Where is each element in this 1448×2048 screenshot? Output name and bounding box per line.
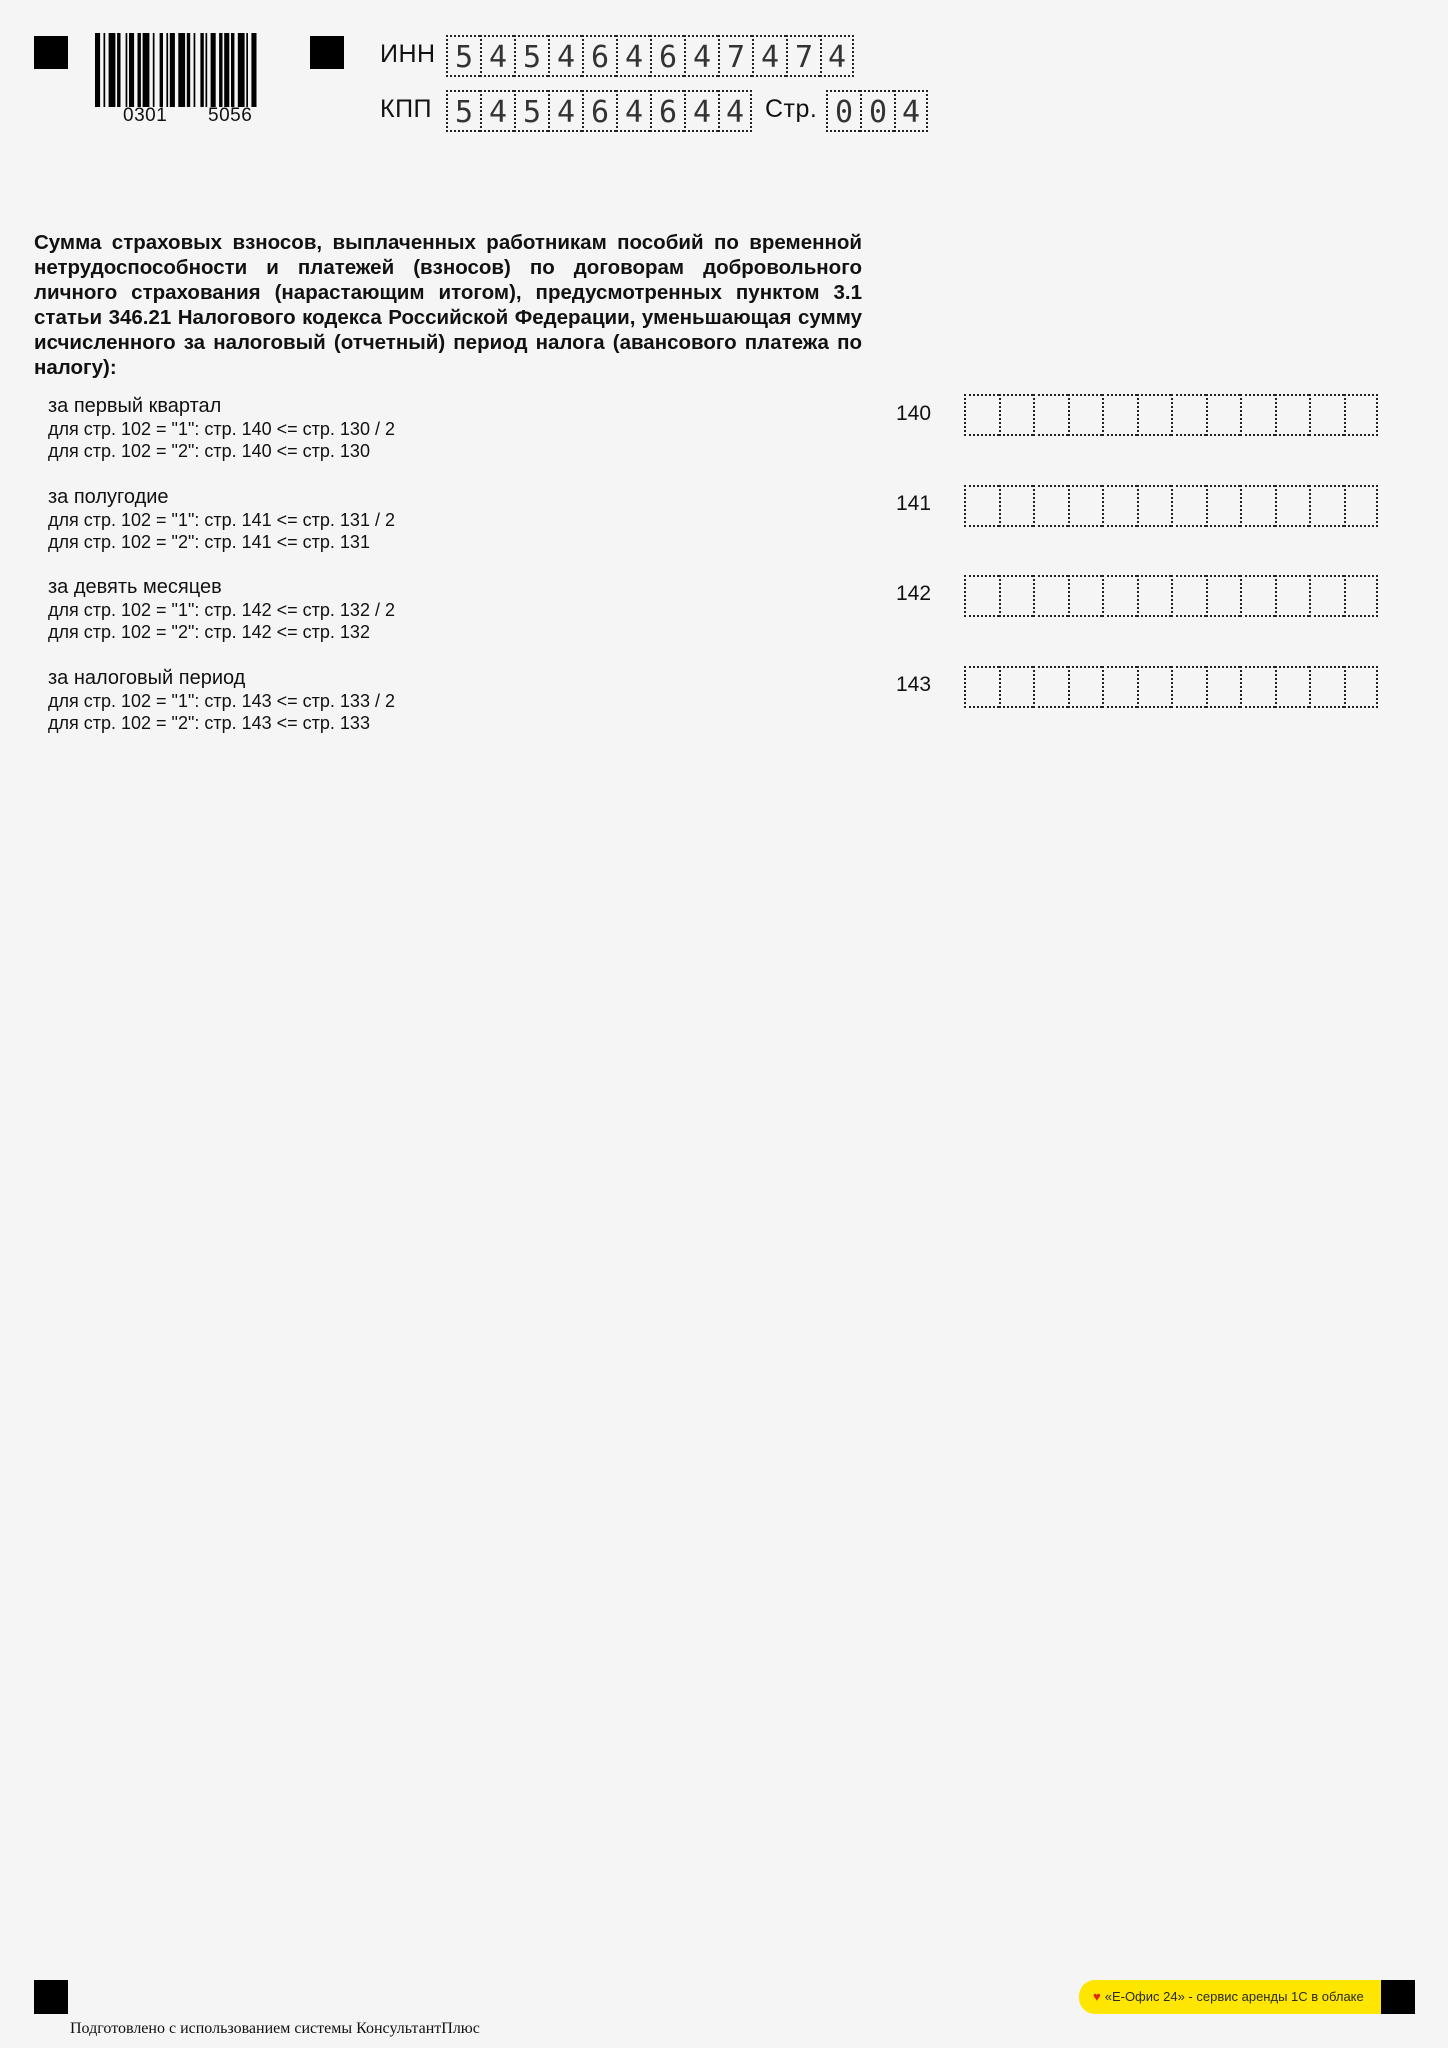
- barcode-bar: [138, 33, 141, 107]
- digit-cell: 5: [514, 35, 548, 77]
- row-condition: для стр. 102 = "2": стр. 141 <= стр. 131: [48, 532, 370, 552]
- barcode-bar: [206, 33, 208, 107]
- empty-digit-cell: [1275, 394, 1310, 436]
- page-label: Стр.: [765, 95, 818, 123]
- empty-digit-cell: [1137, 485, 1172, 527]
- amount-field-140[interactable]: [964, 394, 1378, 436]
- promo-text: «Е-Офис 24» - сервис аренды 1С в облаке: [1104, 1989, 1364, 2004]
- row-title: за полугодие: [48, 486, 169, 508]
- empty-digit-cell: [1309, 575, 1344, 617]
- barcode-bar: [246, 33, 248, 107]
- kpp-label: КПП: [380, 95, 433, 123]
- row-condition: для стр. 102 = "1": стр. 142 <= стр. 132 / 2: [48, 600, 395, 620]
- empty-digit-cell: [1240, 666, 1275, 708]
- barcode-bar: [126, 33, 128, 107]
- row-condition: для стр. 102 = "2": стр. 142 <= стр. 132: [48, 622, 370, 642]
- empty-digit-cell: [1068, 575, 1103, 617]
- digit-cell: 4: [616, 90, 650, 132]
- empty-digit-cell: [1309, 394, 1344, 436]
- barcode-bar: [200, 33, 203, 107]
- digit-cell: 7: [718, 35, 752, 77]
- barcode-bar: [238, 33, 245, 107]
- prepared-by-text: Подготовлено с использованием системы КонсультантПлюс: [70, 2020, 480, 2037]
- barcode: [95, 33, 285, 107]
- barcode-bar: [231, 33, 234, 107]
- barcode-bar: [170, 33, 175, 107]
- corner-marker-top-right: [310, 36, 344, 69]
- empty-digit-cell: [1137, 394, 1172, 436]
- corner-marker-bottom-right: [1381, 1980, 1415, 2014]
- empty-digit-cell: [1309, 485, 1344, 527]
- digit-cell: 5: [446, 35, 480, 77]
- barcode-bar: [251, 33, 256, 107]
- empty-digit-cell: [1068, 666, 1103, 708]
- digit-cell: 0: [826, 90, 860, 132]
- digit-cell: 4: [820, 35, 854, 77]
- empty-digit-cell: [1206, 485, 1241, 527]
- digit-cell: 7: [786, 35, 820, 77]
- digit-cell: 4: [480, 35, 514, 77]
- line-code-142: 142: [896, 582, 932, 605]
- row-condition: для стр. 102 = "1": стр. 141 <= стр. 131 / 2: [48, 510, 395, 530]
- empty-digit-cell: [1033, 666, 1068, 708]
- digit-cell: 4: [548, 90, 582, 132]
- digit-cell: 0: [860, 90, 894, 132]
- barcode-bar: [129, 33, 134, 107]
- barcode-number-left: 0301: [123, 105, 168, 126]
- empty-digit-cell: [999, 575, 1034, 617]
- amount-field-142[interactable]: [964, 575, 1378, 617]
- amount-field-141[interactable]: [964, 485, 1378, 527]
- empty-digit-cell: [1240, 394, 1275, 436]
- empty-digit-cell: [1344, 394, 1379, 436]
- empty-digit-cell: [1137, 575, 1172, 617]
- empty-digit-cell: [1033, 485, 1068, 527]
- barcode-bar: [95, 33, 100, 107]
- digit-cell: 4: [480, 90, 514, 132]
- empty-digit-cell: [1240, 485, 1275, 527]
- barcode-bar: [104, 33, 106, 107]
- empty-digit-cell: [1033, 575, 1068, 617]
- row-title: за девять месяцев: [48, 576, 222, 598]
- barcode-bar: [178, 33, 185, 107]
- barcode-bar: [224, 33, 229, 107]
- digit-cell: 4: [684, 90, 718, 132]
- row-first-quarter: [48, 394, 868, 462]
- barcode-bar: [160, 33, 163, 107]
- empty-digit-cell: [1344, 575, 1379, 617]
- row-title: за налоговый период: [48, 667, 246, 689]
- corner-marker-top-left: [34, 36, 68, 69]
- line-code-143: 143: [896, 673, 932, 696]
- row-tax-period: [48, 666, 868, 734]
- row-condition: для стр. 102 = "2": стр. 143 <= стр. 133: [48, 713, 370, 733]
- empty-digit-cell: [1171, 575, 1206, 617]
- empty-digit-cell: [964, 394, 999, 436]
- empty-digit-cell: [964, 485, 999, 527]
- digit-cell: 5: [446, 90, 480, 132]
- amount-field-143[interactable]: [964, 666, 1378, 708]
- empty-digit-cell: [999, 485, 1034, 527]
- barcode-bar: [194, 33, 196, 107]
- row-title: за первый квартал: [48, 395, 222, 417]
- digit-cell: 4: [894, 90, 928, 132]
- empty-digit-cell: [1102, 575, 1137, 617]
- empty-digit-cell: [1275, 575, 1310, 617]
- empty-digit-cell: [1033, 394, 1068, 436]
- row-nine-months: [48, 575, 868, 643]
- inn-label: ИНН: [380, 40, 436, 68]
- digit-cell: 4: [752, 35, 786, 77]
- barcode-bar: [109, 33, 116, 107]
- row-condition: для стр. 102 = "1": стр. 140 <= стр. 130 / 2: [48, 419, 395, 439]
- page-number-field[interactable]: [826, 90, 928, 132]
- heart-icon: ♥: [1093, 1989, 1101, 2004]
- barcode-bar: [219, 33, 222, 107]
- barcode-bar: [211, 33, 216, 107]
- digit-cell: 6: [582, 90, 616, 132]
- empty-digit-cell: [1171, 666, 1206, 708]
- empty-digit-cell: [1275, 666, 1310, 708]
- empty-digit-cell: [1206, 394, 1241, 436]
- empty-digit-cell: [1102, 666, 1137, 708]
- barcode-bar: [166, 33, 168, 107]
- line-code-141: 141: [896, 492, 932, 515]
- promo-banner[interactable]: [1079, 1980, 1381, 2014]
- barcode-bar: [153, 33, 155, 107]
- empty-digit-cell: [964, 666, 999, 708]
- inn-field[interactable]: [446, 35, 854, 77]
- barcode-bar: [187, 33, 190, 107]
- digit-cell: 4: [548, 35, 582, 77]
- digit-cell: 5: [514, 90, 548, 132]
- empty-digit-cell: [999, 394, 1034, 436]
- empty-digit-cell: [1102, 394, 1137, 436]
- empty-digit-cell: [964, 575, 999, 617]
- corner-marker-bottom-left: [34, 1980, 68, 2014]
- row-half-year: [48, 485, 868, 553]
- empty-digit-cell: [1137, 666, 1172, 708]
- empty-digit-cell: [1206, 666, 1241, 708]
- digit-cell: 4: [718, 90, 752, 132]
- empty-digit-cell: [1344, 666, 1379, 708]
- empty-digit-cell: [1206, 575, 1241, 617]
- barcode-bar: [117, 33, 120, 107]
- row-condition: для стр. 102 = "1": стр. 143 <= стр. 133 / 2: [48, 691, 395, 711]
- empty-digit-cell: [1171, 485, 1206, 527]
- barcode-bar: [143, 33, 150, 107]
- digit-cell: 6: [650, 90, 684, 132]
- empty-digit-cell: [1068, 485, 1103, 527]
- empty-digit-cell: [1171, 394, 1206, 436]
- empty-digit-cell: [1309, 666, 1344, 708]
- section-heading: Сумма страховых взносов, выплаченных работникам пособий по временной нетрудоспособности и платежей (взносов) по договорам добровольного личного страхования (нарастающим итогом), предусмотренных пунктом 3.1 статьи 346.21 Налогового кодекса Российской Федерации, уменьшающая сумму исчисленного за налоговый (отчетный) период налога (авансового платежа по налогу):: [34, 231, 862, 379]
- line-code-140: 140: [896, 402, 932, 425]
- kpp-field[interactable]: [446, 90, 752, 132]
- digit-cell: 6: [582, 35, 616, 77]
- digit-cell: 6: [650, 35, 684, 77]
- empty-digit-cell: [1068, 394, 1103, 436]
- empty-digit-cell: [1275, 485, 1310, 527]
- empty-digit-cell: [999, 666, 1034, 708]
- barcode-number-right: 5056: [208, 105, 253, 126]
- row-condition: для стр. 102 = "2": стр. 140 <= стр. 130: [48, 441, 370, 461]
- digit-cell: 4: [684, 35, 718, 77]
- empty-digit-cell: [1102, 485, 1137, 527]
- digit-cell: 4: [616, 35, 650, 77]
- empty-digit-cell: [1240, 575, 1275, 617]
- empty-digit-cell: [1344, 485, 1379, 527]
